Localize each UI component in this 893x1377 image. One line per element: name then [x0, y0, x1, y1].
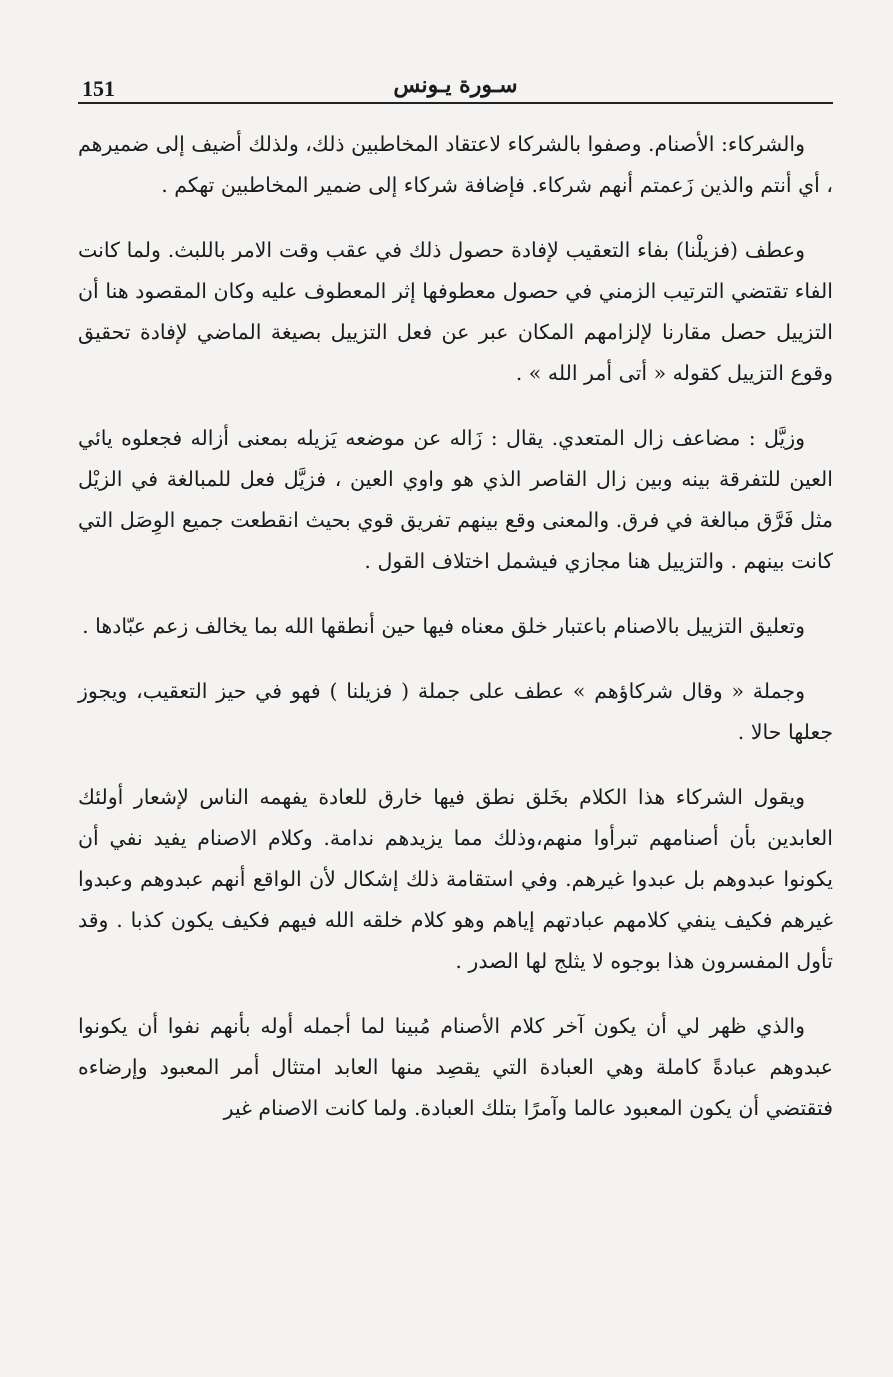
header-rule: [78, 102, 833, 104]
page-number: 151: [82, 76, 115, 101]
running-header: [78, 68, 833, 102]
surah-title: سـورة يـونس: [393, 72, 518, 98]
body-text: [78, 124, 833, 1129]
paragraph: والذي ظهر لي أن يكون آخر كلام الأصنام مُبينا لما أجمله أوله بأنهم نفوا أن يكونوا عبدوهم عبادةً كاملة وهي العبادة التي يقصِد منها العابد امتثال أمر المعبود وإرضاءه فتقتضي أن يكون المعبود عالما وآمرًا بتلك العبادة. ولما كانت الاصنام غير: [78, 1014, 833, 1120]
paragraph: وزيَّل : مضاعف زال المتعدي. يقال : زَاله عن موضعه يَزيله بمعنى أزاله فجعلوه يائي العين للتفرقة بينه وبين زال القاصر الذي هو واوي العين ، فزيَّل فعل للمبالغة في الزيْل مثل فَرَّق مبالغة في فرق. والمعنى وقع بينهم تفريق قوي بحيث انقطعت جميع الوِصَل التي كانت بينهم . والتزييل هنا مجازي فيشمل اختلاف القول .: [78, 426, 833, 573]
paragraph: وجملة « وقال شركاؤهم » عطف على جملة ( فزيلنا ) فهو في حيز التعقيب، ويجوز جعلها حالا .: [78, 679, 833, 744]
paragraph: وعطف (فزيلْنا) بفاء التعقيب لإفادة حصول ذلك في عقب وقت الامر باللبث. ولما كانت الفاء تقتضي الترتيب الزمني في حصول معطوفها إثر المعطوف عليه وكان المقصود هنا أن التزييل حصل مقارنا لإلزامهم المكان عبر عن فعل التزييل بصيغة الماضي لإفادة تحقيق وقوع التزييل كقوله « أتى أمر الله » .: [78, 238, 833, 385]
book-page: [78, 68, 833, 1358]
paragraph: والشركاء: الأصنام. وصفوا بالشركاء لاعتقاد المخاطبين ذلك، ولذلك أضيف إلى ضميرهم ، أي أنتم والذين زَعمتم أنهم شركاء. فإضافة شركاء إلى ضمير المخاطبين تهكم .: [78, 132, 833, 197]
paragraph: ويقول الشركاء هذا الكلام بخَلق نطق فيها خارق للعادة يفهمه الناس لإشعار أولئك العابدين بأن أصنامهم تبرأوا منهم،وذلك مما يزيدهم ندامة. وكلام الاصنام يفيد نفي أن يكونوا عبدوهم بل عبدوا غيرهم. وفي استقامة ذلك إشكال لأن الواقع أنهم عبدوهم وعبدوا غيرهم فكيف ينفي كلامهم عبادتهم إياهم وهو كلام خلقه الله فيهم فكيف يكون كذبا . وقد تأول المفسرون هذا بوجوه لا يثلج لها الصدر .: [78, 785, 833, 973]
paragraph: وتعليق التزييل بالاصنام باعتبار خلق معناه فيها حين أنطقها الله بما يخالف زعم عبّادها .: [82, 614, 805, 638]
